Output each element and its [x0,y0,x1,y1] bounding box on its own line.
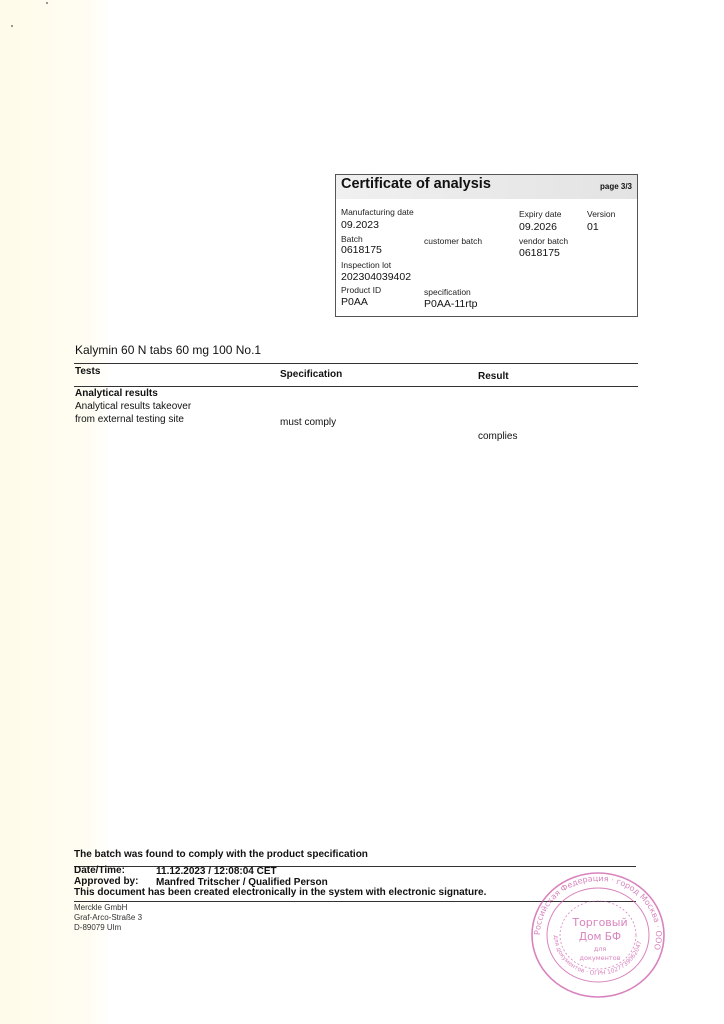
vendor-batch-value: 0618175 [519,247,560,259]
specification-value: P0AA-11rtp [424,298,478,310]
divider [74,363,638,364]
specification-cell: must comply [280,417,337,428]
approved-label: Approved by: [74,876,139,887]
inspection-lot-value: 202304039402 [341,271,412,283]
test-description-line1: Analytical results takeover [75,401,192,412]
certificate-title: Certificate of analysis [341,176,491,192]
product-title: Kalymin 60 N tabs 60 mg 100 No.1 [75,343,262,357]
stamp-outer-text: Российская Федерация · город Москва · ООО [532,873,664,951]
stamp-line4: документов [579,954,621,962]
scan-speck [46,2,48,4]
test-description-line2: from external testing site [75,414,184,425]
stamp-inner-text: для документов · ОГРН 1027739062047 [551,934,644,978]
product-id-label: Product ID [341,285,382,295]
divider [74,386,638,387]
company-stamp [528,870,668,1000]
section-heading: Analytical results [75,388,158,399]
compliance-statement: The batch was found to comply with the product specification [74,849,368,860]
manufacturing-date-value: 09.2023 [341,219,379,231]
datetime-value: 11.12.2023 / 12:08:04 CET [156,866,277,877]
column-header-specification: Specification [280,369,343,380]
stamp-line1: Торговый [572,916,628,929]
expiry-date-label: Expiry date [519,209,562,219]
stamp-line2: Дом БФ [578,931,622,943]
electronic-signature-note: This document has been created electronically in the system with electronic signature. [74,887,487,898]
batch-value: 0618175 [341,244,382,256]
product-id-value: P0AA [341,296,368,308]
expiry-date-value: 09.2026 [519,221,557,233]
company-name: Merckle GmbH [74,903,128,912]
stamp-line3: для [593,945,607,953]
customer-batch-label: customer batch [424,236,483,246]
version-value: 01 [587,221,599,233]
scan-speck [11,25,13,27]
column-header-result: Result [478,371,509,382]
inspection-lot-label: Inspection lot [341,260,392,270]
certificate-box [335,174,638,317]
company-city: D-89079 Ulm [74,923,122,932]
datetime-label: Date/Time: [74,865,125,876]
vendor-batch-label: vendor batch [519,236,569,246]
approved-value: Manfred Tritscher / Qualified Person [156,877,328,888]
specification-label: specification [424,287,471,297]
manufacturing-date-label: Manufacturing date [341,207,414,217]
page-number: page 3/3 [599,182,632,191]
batch-label: Batch [341,234,363,244]
result-cell: complies [478,431,518,442]
company-street: Graf-Arco-Straße 3 [74,913,143,922]
version-label: Version [587,209,616,219]
column-header-tests: Tests [75,366,101,377]
